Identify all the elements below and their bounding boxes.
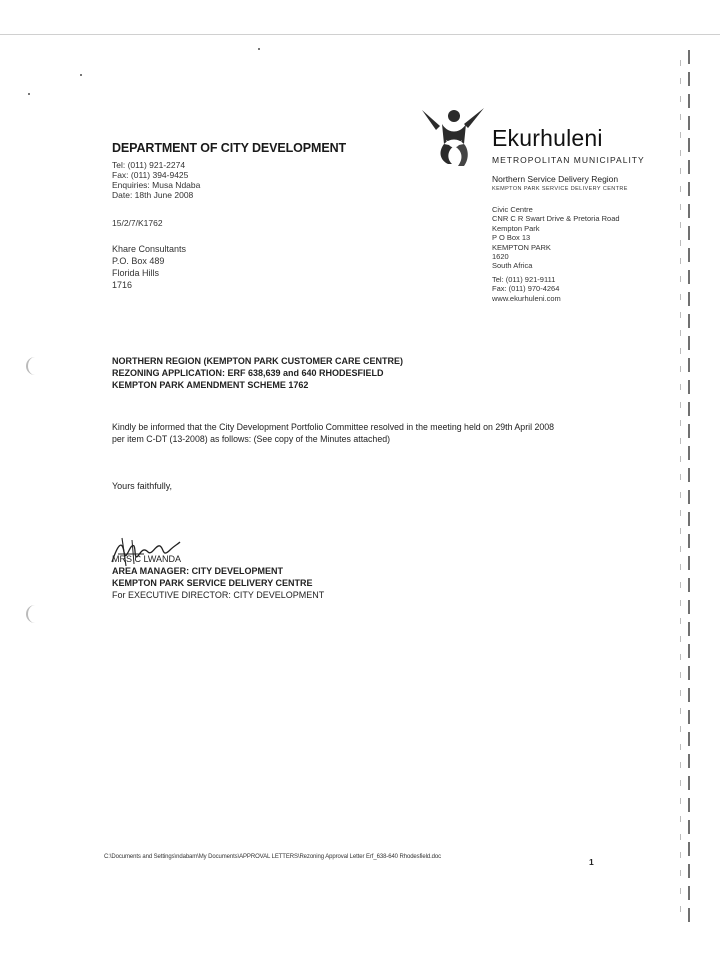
contact-tel: Tel: (011) 921-2274 xyxy=(112,160,186,170)
recipient-code: 1716 xyxy=(112,280,133,290)
closing-salutation: Yours faithfully, xyxy=(112,481,173,491)
recipient-town: Florida Hills xyxy=(112,268,160,278)
body-line: per item C-DT (13-2008) as follows: (See copy of the Minutes attached) xyxy=(112,434,391,444)
signer-on-behalf: For EXECUTIVE DIRECTOR: CITY DEVELOPMENT xyxy=(112,590,325,600)
letter-subject xyxy=(112,355,403,391)
signer-name: MRS C LWANDA xyxy=(112,554,182,564)
brand-subtitle: METROPOLITAN MUNICIPALITY xyxy=(492,155,645,165)
subject-line: KEMPTON PARK AMENDMENT SCHEME 1762 xyxy=(112,380,309,390)
page-number: 1 xyxy=(589,857,594,867)
office-line: South Africa xyxy=(492,261,533,271)
scan-speck xyxy=(258,48,260,50)
office-line: P O Box 13 xyxy=(492,233,531,243)
contact-date: Date: 18th June 2008 xyxy=(112,190,194,200)
contact-enquiries: Enquiries: Musa Ndaba xyxy=(112,180,201,190)
contact-fax: Fax: (011) 394-9425 xyxy=(112,170,189,180)
office-line: Kempton Park xyxy=(492,223,540,233)
region-subtitle: KEMPTON PARK SERVICE DELIVERY CENTRE xyxy=(492,186,628,192)
office-line: KEMPTON PARK xyxy=(492,242,551,252)
letter-body xyxy=(112,421,632,445)
department-title: DEPARTMENT OF CITY DEVELOPMENT xyxy=(112,141,347,155)
body-line: Kindly be informed that the City Development Portfolio Committee resolved in the meeting held on 29th April 2008 xyxy=(112,422,555,432)
brand-name: Ekurhuleni xyxy=(492,125,603,151)
scan-speck xyxy=(80,74,82,76)
subject-line: NORTHERN REGION (KEMPTON PARK CUSTOMER CARE CENTRE) xyxy=(112,356,404,366)
contact-details xyxy=(112,160,200,200)
punch-hole-top xyxy=(26,357,40,375)
document-file-path: C:\Documents and Settings\ndabam\My Documents\APPROVAL LETTERS\Rezoning Approval Letter Erf_638-640 Rhodesfield.doc xyxy=(104,854,442,860)
signer-centre: KEMPTON PARK SERVICE DELIVERY CENTRE xyxy=(112,578,313,588)
signer-block xyxy=(112,553,324,601)
punch-hole-bottom xyxy=(26,605,40,623)
scan-top-edge xyxy=(0,34,720,35)
scan-right-edge-shadow xyxy=(680,60,681,920)
region-name: Northern Service Delivery Region xyxy=(492,174,619,184)
scan-right-edge xyxy=(688,50,690,930)
recipient-box: P.O. Box 489 xyxy=(112,256,165,266)
office-line: 1620 xyxy=(492,252,509,262)
office-website: www.ekurhuleni.com xyxy=(492,293,561,303)
subject-line: REZONING APPLICATION: ERF 638,639 and 640 RHODESFIELD xyxy=(112,368,384,378)
reference-number: 15/2/7/K1762 xyxy=(112,218,163,228)
ekurhuleni-figure-logo xyxy=(418,104,488,168)
scan-speck xyxy=(28,93,30,95)
recipient-address xyxy=(112,243,186,291)
office-line: CNR C R Swart Drive & Pretoria Road xyxy=(492,214,620,224)
signer-title: AREA MANAGER: CITY DEVELOPMENT xyxy=(112,566,284,576)
office-address xyxy=(492,205,620,303)
office-tel: Tel: (011) 921-9111 xyxy=(492,274,556,284)
recipient-name: Khare Consultants xyxy=(112,244,187,254)
office-line: Civic Centre xyxy=(492,205,533,214)
office-fax: Fax: (011) 970-4264 xyxy=(492,284,560,294)
